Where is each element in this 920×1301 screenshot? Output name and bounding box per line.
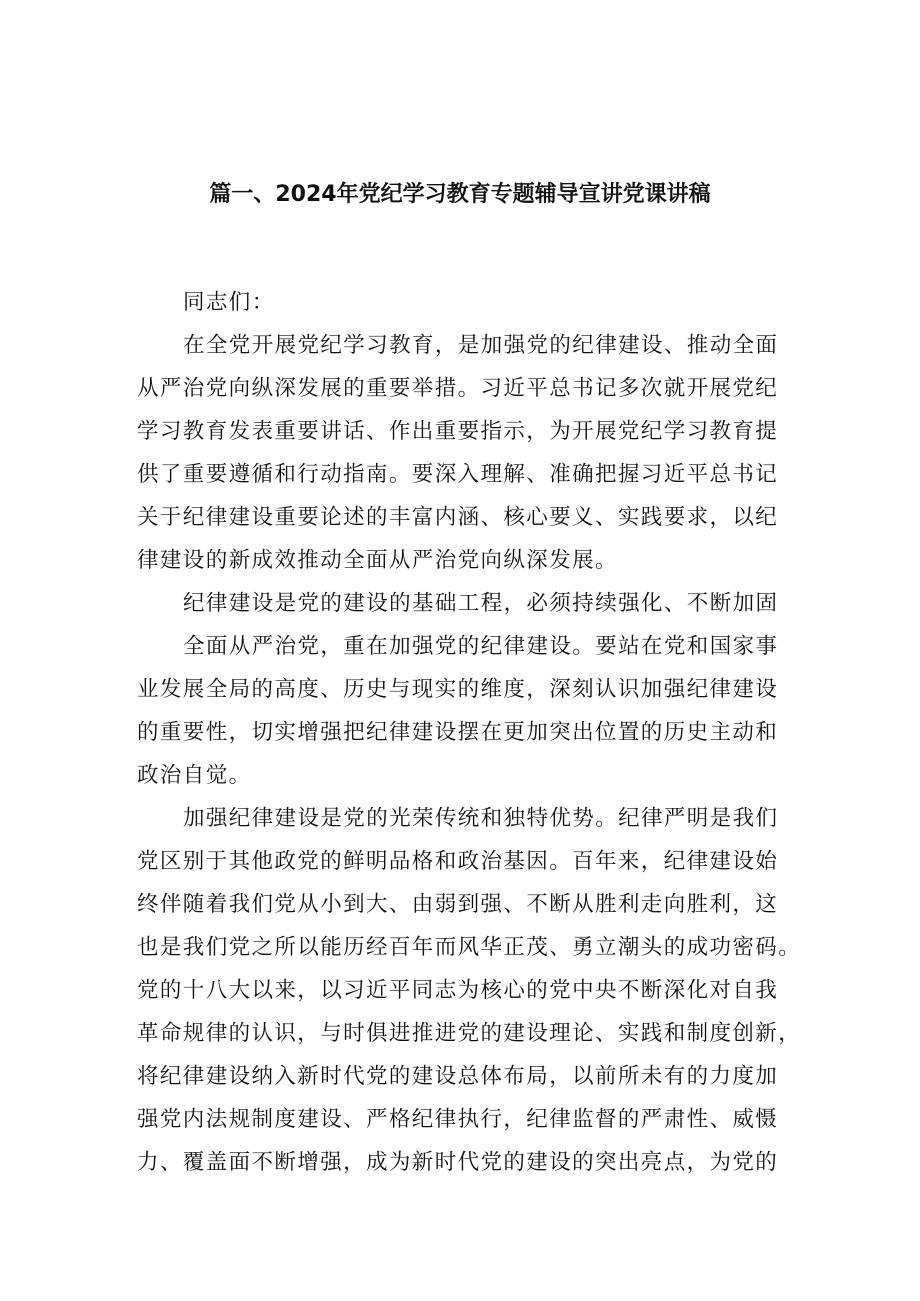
paragraph-line: 律建设的新成效推动全面从严治党向纵深发展。 bbox=[137, 548, 618, 573]
paragraph-line: 强党内法规制度建设、严格纪律执行，纪律监督的严肃性、威慑 bbox=[137, 1107, 779, 1132]
paragraph-line: 的重要性，切实增强把纪律建设摆在更加突出位置的历史主动和 bbox=[137, 720, 779, 745]
paragraph-line: 从严治党向纵深发展的重要举措。习近平总书记多次就开展党纪 bbox=[137, 376, 779, 401]
paragraph-line: 政治自觉。 bbox=[137, 763, 252, 788]
document-body bbox=[137, 324, 802, 1184]
paragraph-line: 力、覆盖面不断增强，成为新时代党的建设的突出亮点，为党的 bbox=[137, 1150, 779, 1175]
paragraph-line: 终伴随着我们党从小到大、由弱到强、不断从胜利走向胜利，这 bbox=[137, 892, 779, 917]
paragraph-line: 将纪律建设纳入新时代党的建设总体布局，以前所未有的力度加 bbox=[137, 1064, 779, 1089]
paragraph-line: 关于纪律建设重要论述的丰富内涵、核心要义、实践要求，以纪 bbox=[137, 505, 779, 530]
document-title: 篇一、2024年党纪学习教育专题辅导宣讲党课讲稿 bbox=[209, 182, 711, 207]
paragraph-line: 业发展全局的高度、历史与现实的维度，深刻认识加强纪律建设 bbox=[137, 677, 779, 702]
paragraph-line: 学习教育发表重要讲话、作出重要指示，为开展党纪学习教育提 bbox=[137, 419, 779, 444]
paragraph-line: 革命规律的认识，与时俱进推进党的建设理论、实践和制度创新， bbox=[137, 1021, 802, 1046]
paragraph-line: 供了重要遵循和行动指南。要深入理解、准确把握习近平总书记 bbox=[137, 462, 779, 487]
paragraph-line: 党的十八大以来，以习近平同志为核心的党中央不断深化对自我 bbox=[137, 978, 779, 1003]
section-heading-line: 纪律建设是党的建设的基础工程，必须持续强化、不断加固 bbox=[183, 591, 779, 616]
paragraph-line: 加强纪律建设是党的光荣传统和独特优势。纪律严明是我们 bbox=[183, 806, 779, 831]
paragraph-line: 党区别于其他政党的鲜明品格和政治基因。百年来，纪律建设始 bbox=[137, 849, 779, 874]
greeting: 同志们： bbox=[183, 290, 275, 315]
paragraph-line: 全面从严治党，重在加强党的纪律建设。要站在党和国家事 bbox=[183, 634, 779, 659]
paragraph-line: 也是我们党之所以能历经百年而风华正茂、勇立潮头的成功密码。 bbox=[137, 935, 802, 960]
paragraph-line: 在全党开展党纪学习教育，是加强党的纪律建设、推动全面 bbox=[183, 333, 779, 358]
